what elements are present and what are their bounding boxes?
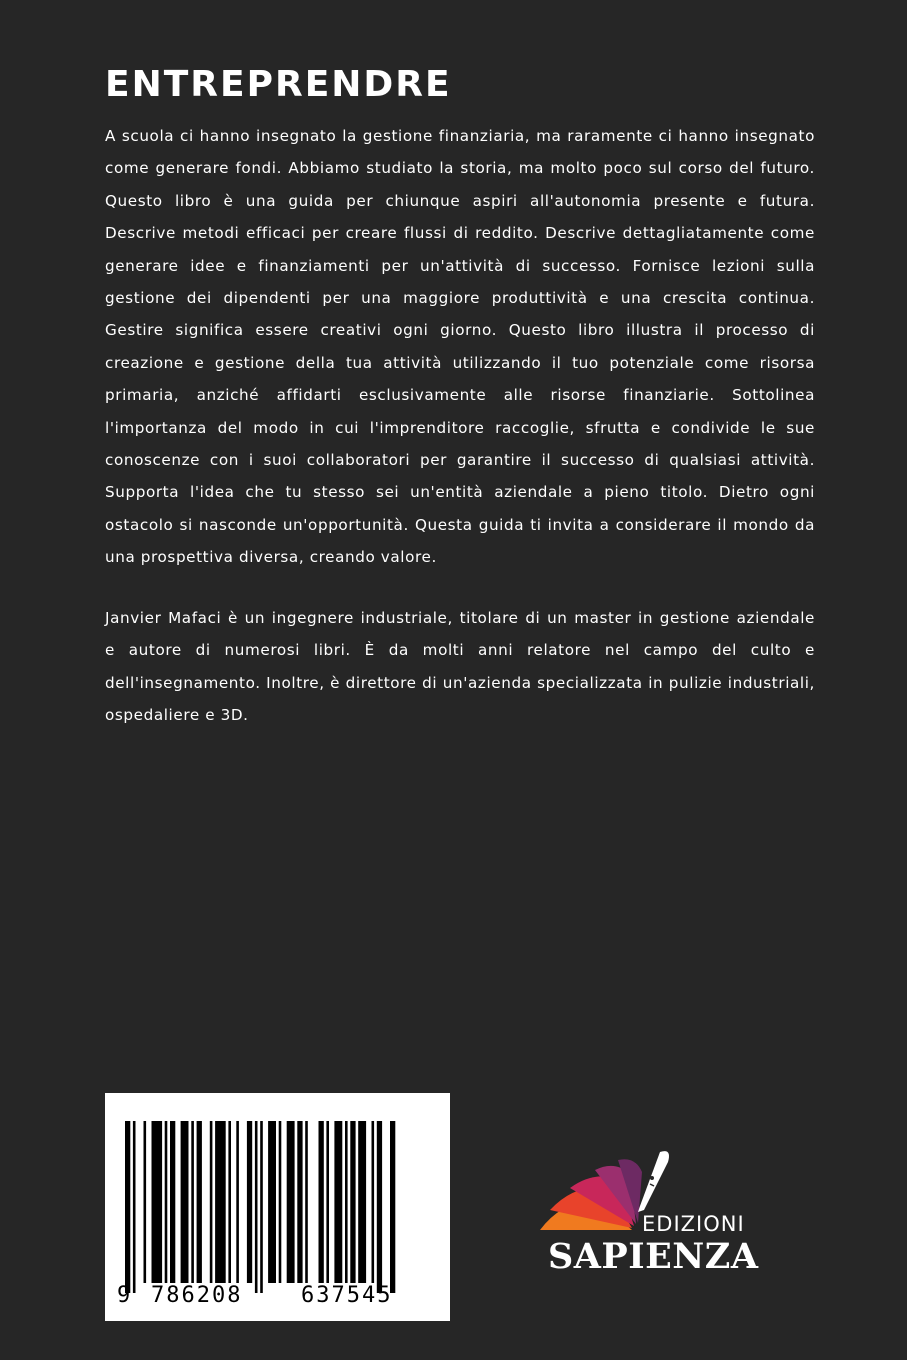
- barcode-bar: [287, 1121, 295, 1283]
- barcode-bar: [279, 1121, 282, 1283]
- barcode-bar: [210, 1121, 213, 1283]
- barcode-bar: [334, 1121, 342, 1283]
- barcode-bar: [297, 1121, 302, 1283]
- barcode-bar: [236, 1121, 239, 1283]
- barcode-bar: [197, 1121, 202, 1283]
- barcode-bar: [133, 1121, 136, 1293]
- isbn-left-digits: 786208: [151, 1283, 243, 1308]
- barcode-bar: [215, 1121, 226, 1283]
- barcode-bar: [345, 1121, 348, 1283]
- barcode-bar: [170, 1121, 175, 1283]
- publisher-logo: [540, 1148, 759, 1278]
- isbn-barcode: [105, 1093, 450, 1321]
- book-title: ENTREPRENDRE: [105, 64, 452, 105]
- barcode-bar: [377, 1121, 382, 1293]
- publisher-line1: EDIZIONI: [642, 1212, 745, 1236]
- author-bio: Janvier Mafaci è un ingegnere industriale, titolare di un master in gestione aziendale e autore di numerosi libri. È da molti anni relatore nel campo del culto e dell'insegnamento. Inoltre, è direttore di un'azienda specializzata in pulizie industriali, ospedaliere e 3D.: [105, 609, 815, 725]
- barcode-bar: [144, 1121, 147, 1283]
- isbn-first-digit: 9: [117, 1283, 133, 1308]
- barcode-bar: [247, 1121, 252, 1283]
- barcode-bar: [268, 1121, 276, 1283]
- barcode-bar: [326, 1121, 329, 1283]
- barcode-bar: [350, 1121, 355, 1283]
- barcode-bar: [390, 1121, 395, 1293]
- barcode-bar: [255, 1121, 258, 1293]
- publisher-line2: SAPIENZA: [548, 1236, 759, 1277]
- isbn-right-digits: 637545: [301, 1283, 393, 1308]
- barcode-bar: [191, 1121, 194, 1283]
- barcode-bar: [228, 1121, 231, 1283]
- book-description: A scuola ci hanno insegnato la gestione finanziaria, ma raramente ci hanno insegnato come generare fondi. Abbiamo studiato la storia, ma molto poco sul corso del futuro. Questo libro è una guida per chiunque aspiri all'autonomia presente e futura. Descrive metodi efficaci per creare flussi di reddito. Descrive dettagliatamente come generare idee e finanziamenti per un'attività di successo. Fornisce lezioni sulla gestione dei dipendenti per una maggiore produttività e una crescita continua. Gestire significa essere creativi ogni giorno. Questo libro illustra il processo di creazione e gestione della tua attività utilizzando il tuo potenziale come risorsa primaria, anziché affidarti esclusivamente alle risorse finanziarie. Sottolinea l'importanza del modo in cui l'imprenditore raccoglie, sfrutta e condivide le sue conoscenze con i suoi collaboratori per garantire il successo di qualsiasi attività. Supporta l'idea che tu stesso sei un'entità aziendale a pieno titolo. Dietro ogni ostacolo si nasconde un'opportunità. Questa guida ti invita a considerare il mondo da una prospettiva diversa, creando valore.: [105, 127, 815, 567]
- barcode-bar: [358, 1121, 366, 1283]
- barcode-bar: [152, 1121, 163, 1283]
- barcode-bar: [125, 1121, 130, 1293]
- barcode-bar: [305, 1121, 308, 1283]
- barcode-bar: [319, 1121, 324, 1283]
- barcode-bar: [165, 1121, 168, 1283]
- barcode-bars: [105, 1093, 450, 1293]
- barcode-bar: [260, 1121, 263, 1293]
- barcode-bar: [181, 1121, 189, 1283]
- barcode-bar: [372, 1121, 375, 1283]
